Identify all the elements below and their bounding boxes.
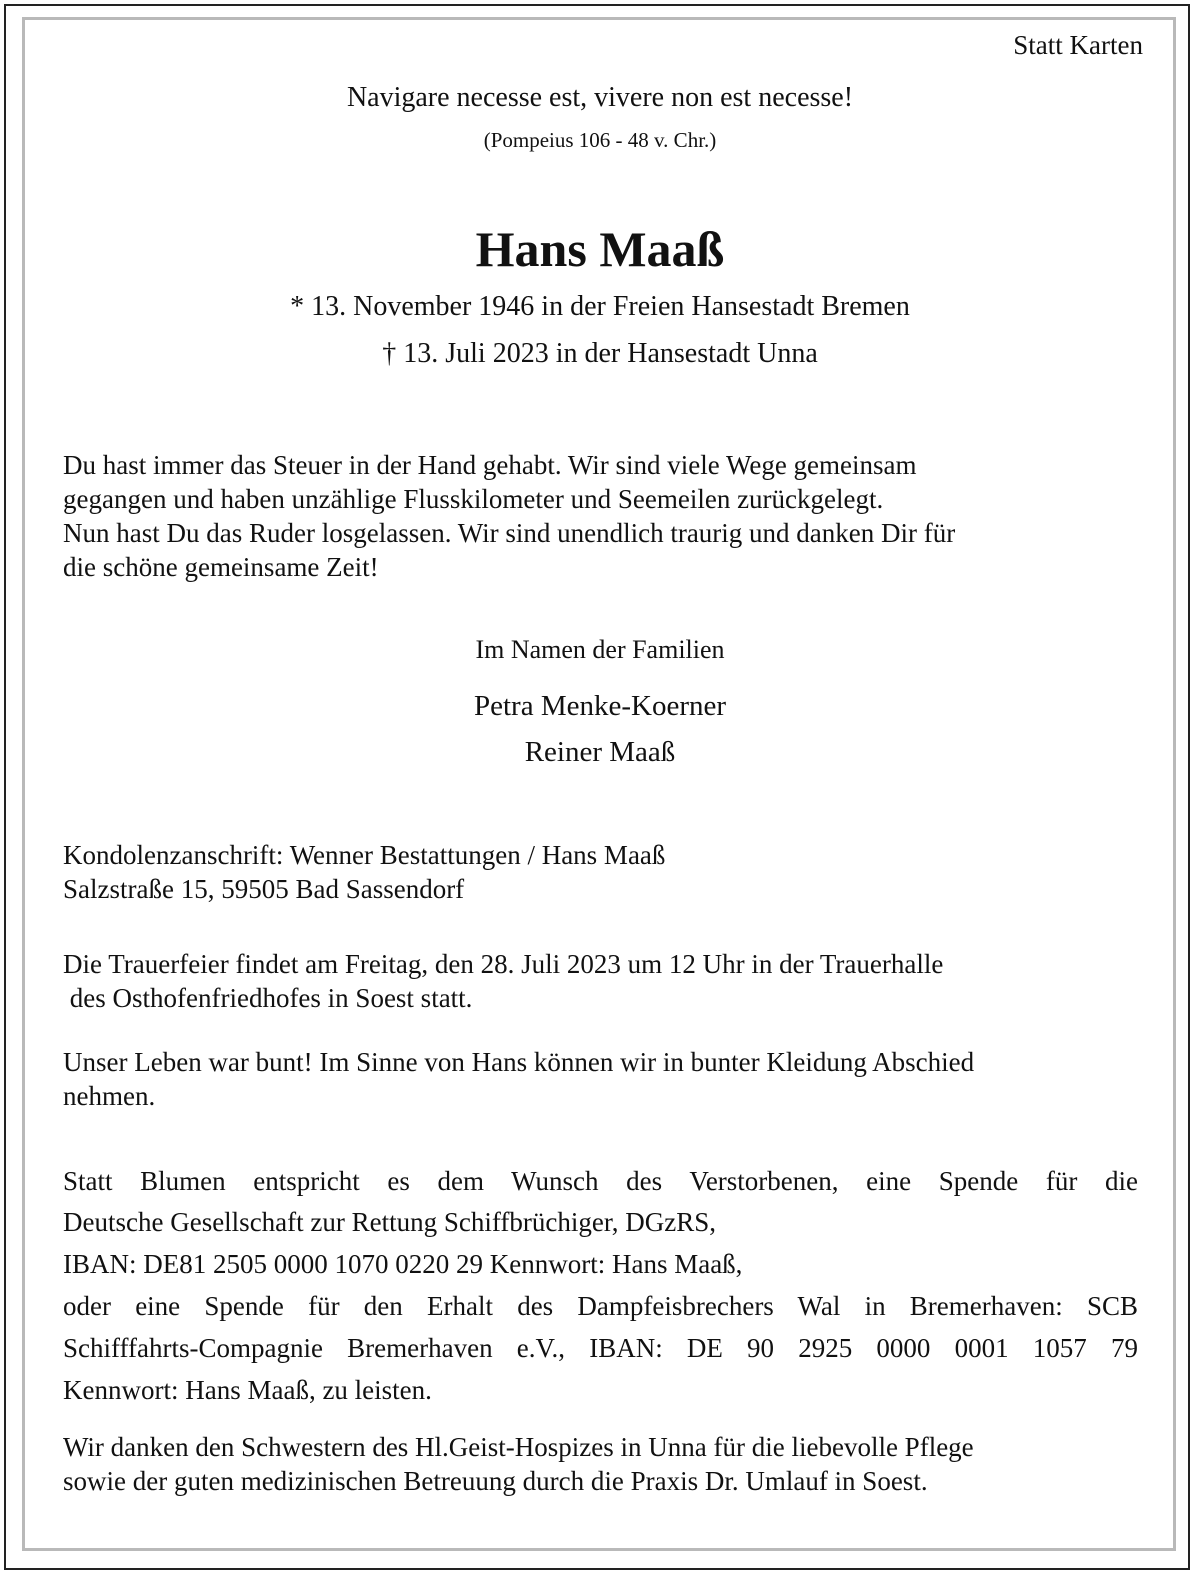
family-member: Reiner Maaß: [524, 736, 676, 768]
ceremony-line: Die Trauerfeier findet am Freitag, den 28. Juli 2023 um 12 Uhr in der Trauerhalle: [63, 949, 944, 979]
donation-line: Schifffahrts-Compagnie Bremerhaven e.V., IBAN: DE 90 2925 0000 0001 1057 79: [63, 1333, 1138, 1363]
family-intro: Im Namen der Familien: [475, 635, 725, 664]
statt-karten-note: Statt Karten: [1013, 30, 1143, 60]
farewell-line: die schöne gemeinsame Zeit!: [63, 552, 379, 582]
thanks-line: Wir danken den Schwestern des Hl.Geist-Hospizes in Unna für die liebevolle Pflege: [63, 1432, 974, 1462]
donation-line: oder eine Spende für den Erhalt des Dampfeisbrechers Wal in Bremerhaven: SCB: [63, 1291, 1138, 1321]
birth-line: * 13. November 1946 in der Freien Hansestadt Bremen: [290, 291, 910, 322]
donation-line: Deutsche Gesellschaft zur Rettung Schiffbrüchiger, DGzRS,: [63, 1207, 716, 1237]
death-line: † 13. Juli 2023 in der Hansestadt Unna: [382, 338, 818, 369]
donation-line: IBAN: DE81 2505 0000 1070 0220 29 Kennwort: Hans Maaß,: [63, 1249, 743, 1279]
motto-source: (Pompeius 106 - 48 v. Chr.): [483, 128, 717, 152]
farewell-line: Du hast immer das Steuer in der Hand gehabt. Wir sind viele Wege gemeinsam: [63, 450, 917, 480]
donation-line: Kennwort: Hans Maaß, zu leisten.: [63, 1375, 432, 1405]
dress-line: Unser Leben war bunt! Im Sinne von Hans können wir in bunter Kleidung Abschied: [63, 1047, 975, 1077]
thanks-line: sowie der guten medizinischen Betreuung durch die Praxis Dr. Umlauf in Soest.: [63, 1466, 928, 1496]
condolence-line: Kondolenzanschrift: Wenner Bestattungen / Hans Maaß: [63, 840, 666, 870]
family-member: Petra Menke-Koerner: [473, 690, 727, 722]
farewell-line: gegangen und haben unzählige Flusskilometer und Seemeilen zurückgelegt.: [63, 484, 884, 514]
farewell-line: Nun hast Du das Ruder losgelassen. Wir sind unendlich traurig und danken Dir für: [63, 518, 956, 548]
condolence-line: Salzstraße 15, 59505 Bad Sassendorf: [63, 874, 465, 904]
deceased-name: Hans Maaß: [475, 221, 725, 277]
ceremony-line: des Osthofenfriedhofes in Soest statt.: [63, 983, 473, 1013]
dress-line: nehmen.: [63, 1081, 156, 1111]
donation-line: Statt Blumen entspricht es dem Wunsch des Verstorbenen, eine Spende für die: [63, 1166, 1138, 1196]
motto-quote: Navigare necesse est, vivere non est necesse!: [346, 82, 854, 113]
